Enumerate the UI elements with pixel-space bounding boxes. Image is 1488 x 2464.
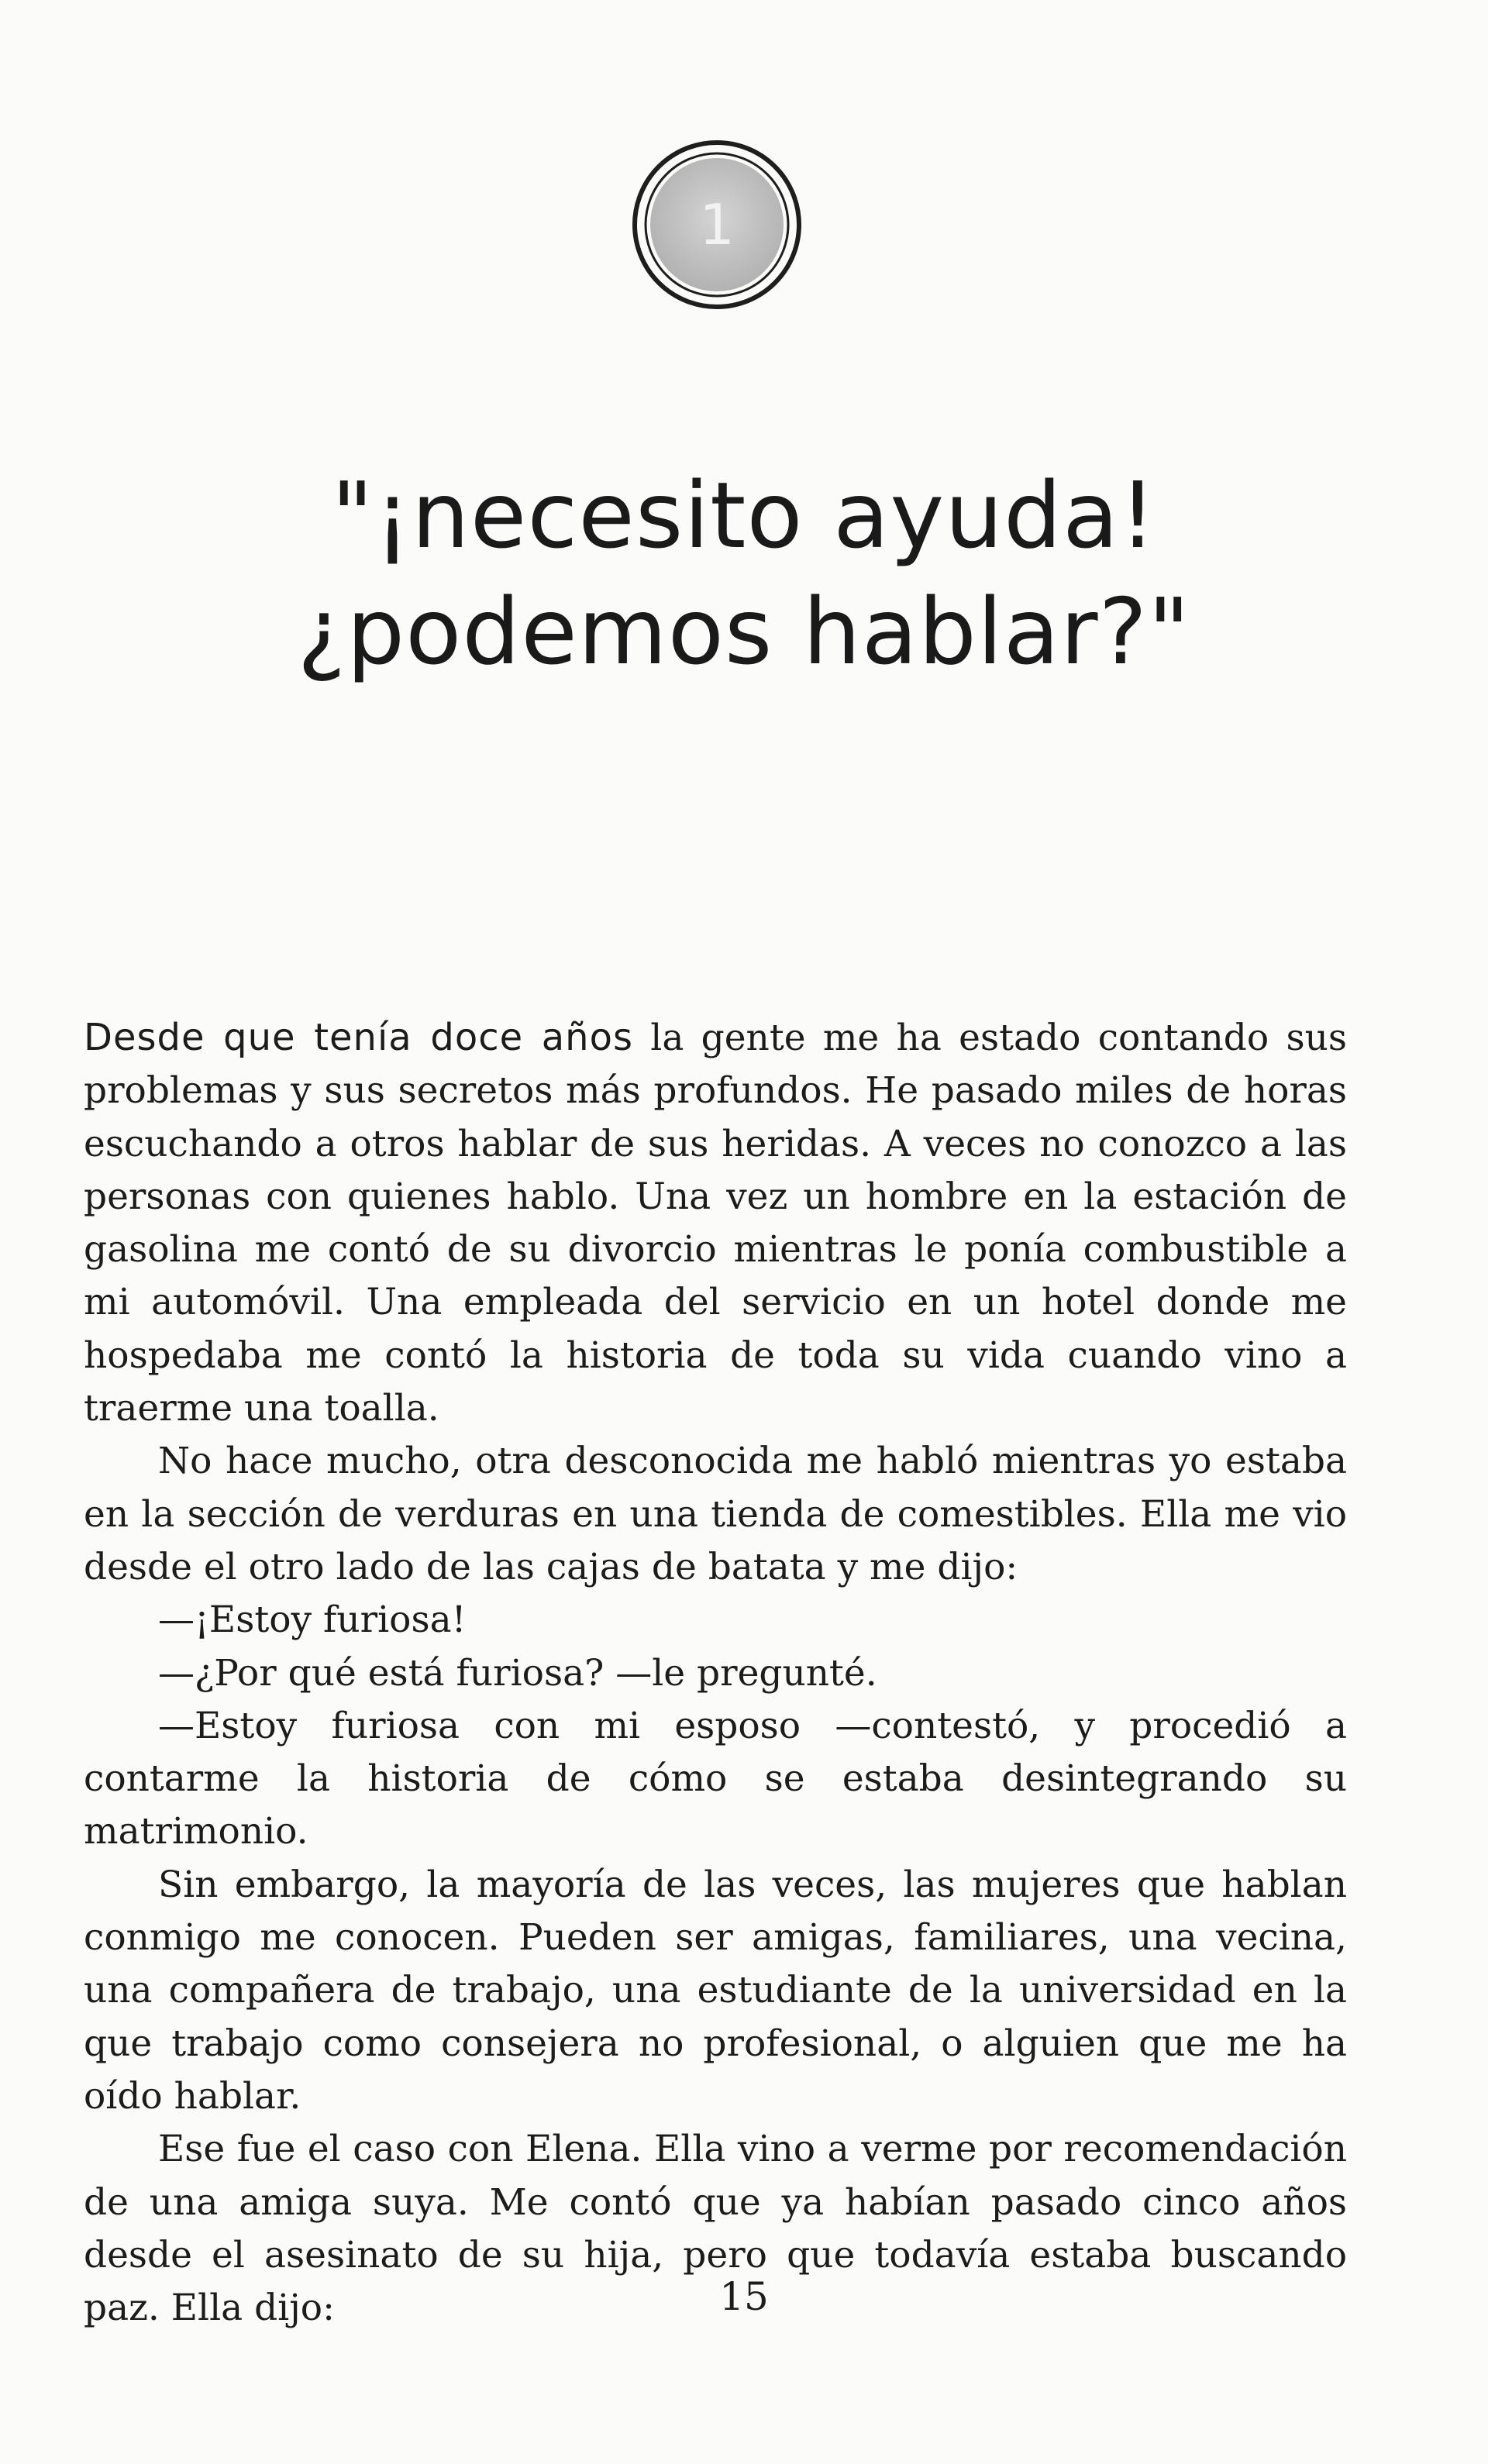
paragraph-7: Ese fue el caso con Elena. Ella vino a verme por recomendación de una amiga suya. Me contó que ya habían pasado cinco años desde el asesinato de su hija, pero que todavía estaba buscando paz. Ella dijo: — [84, 2128, 1347, 2330]
paragraph-1-text: la gente me ha estado contando sus problemas y sus secretos más profundos. He pasado miles de horas escuchando a otros hablar de sus heridas. A veces no conozco a las personas con quienes hablo. Una vez un hombre en la estación de gasolina me contó de su divorcio mientras le ponía combustible a mi automóvil. Una empleada del servicio en un hotel donde me hospedaba me contó la historia de toda su vida cuando vino a traerme una toalla. — [84, 1017, 1347, 1430]
paragraph-5: —Estoy furiosa con mi esposo —contestó, y procedió a contarme la historia de cómo se estaba desintegrando su matrimonio. — [84, 1704, 1347, 1853]
chapter-number-badge — [624, 139, 810, 325]
chapter-number: 1 — [699, 192, 735, 257]
chapter-title-line-2: ¿podemos hablar?" — [297, 578, 1191, 685]
paragraph-3: —¡Estoy furiosa! — [158, 1599, 467, 1642]
lead-in-words: Desde que tenía doce años — [84, 1016, 633, 1059]
paragraph-2: No hace mucho, otra desconocida me habló mientras yo estaba en la sección de verduras en una tienda de comestibles. Ella me vio desde el otro lado de las cajas de batata y me dijo: — [84, 1440, 1347, 1588]
paragraph-1 — [84, 1011, 1347, 1435]
chapter-badge-graphic — [624, 139, 810, 325]
chapter-title — [124, 457, 1364, 690]
paragraph-4: —¿Por qué está furiosa? —le pregunté. — [158, 1651, 877, 1695]
chapter-body-text — [84, 1011, 1347, 2335]
paragraph-6: Sin embargo, la mayoría de las veces, las mujeres que hablan conmigo me conocen. Pueden ser amigas, familiares, una vecina, una compañera de trabajo, una estudiante de la universidad en la que trabajo como consejera no profesional, o alguien que me ha oído hablar. — [84, 1863, 1347, 2118]
page-number: 15 — [719, 2274, 769, 2319]
chapter-title-line-1: "¡necesito ayuda! — [331, 462, 1157, 569]
